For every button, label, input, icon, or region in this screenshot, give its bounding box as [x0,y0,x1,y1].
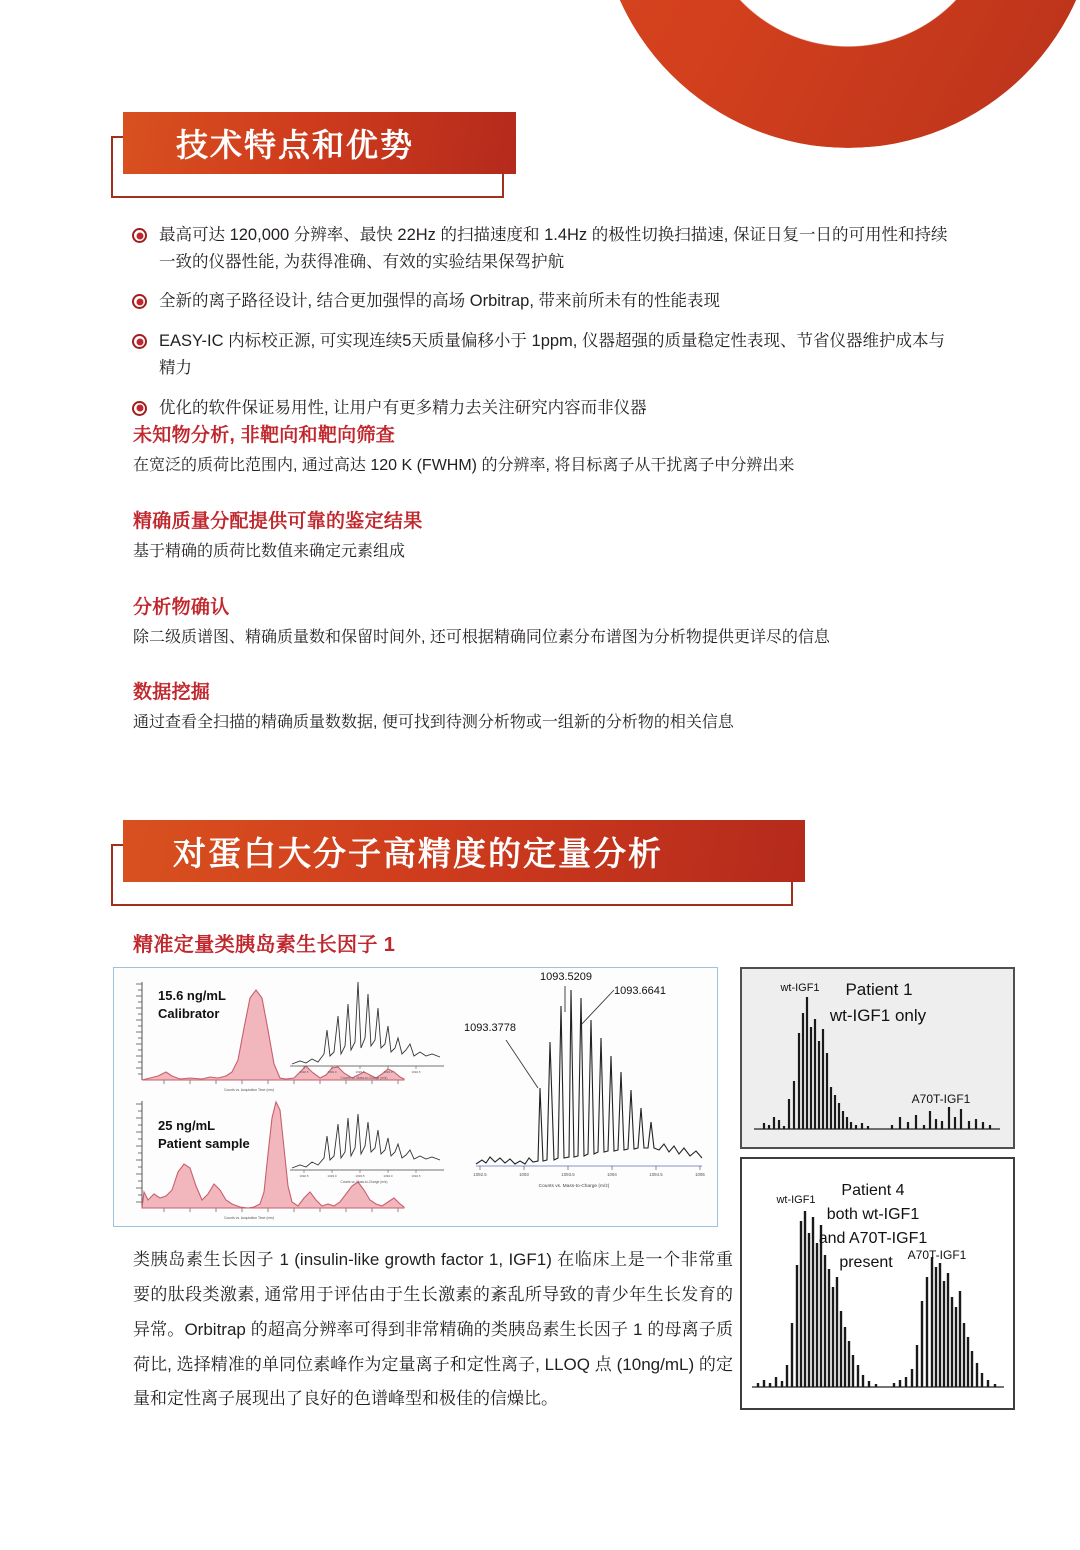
section-heading: 未知物分析, 非靶向和靶向筛查 [133,425,396,446]
envelope-tick-3: 1094 [607,1172,617,1177]
section-data-mining [133,677,973,736]
a70t-igf1-peak-label: A70T-IGF1 [911,1092,971,1106]
envelope-tick-5: 1095 [695,1172,705,1177]
banner-fill [123,112,516,174]
annotation-1093-5209: 1093.5209 [540,971,592,983]
figure-title: 精准定量类胰岛素生长因子 1 [133,934,396,956]
feature-sections [133,420,973,763]
section-body: 基于精确的质荷比数值来确定元素组成 [133,542,406,560]
calibrator-axis-caption: Counts vs. Acquisition Time (min) [223,1088,275,1092]
svg-text:1094.5: 1094.5 [411,1174,421,1178]
feature-bullet-list [132,222,962,434]
svg-text:1094.0: 1094.0 [383,1174,393,1178]
decorative-ring-graphic [598,0,1080,148]
patient4-title-line1: Patient 4 [841,1182,905,1199]
wt-igf1-peak-label: wt-IGF1 [780,982,820,994]
bullet-text: 最高可达 120,000 分辨率、最快 22Hz 的扫描速度和 1.4Hz 的极性切换扫描速, 保证日复一日的可用性和持续一致的仪器性能, 为获得准确、有效的实验结果保驾护航 [159,226,948,271]
a70t-igf1-peak-label: A70T-IGF1 [907,1248,967,1262]
banner-title-technology: 技术特点和优势 [176,127,415,163]
section-heading: 数据挖掘 [133,682,211,704]
list-item [132,395,962,422]
patient-inset-trace [292,1114,440,1168]
isotope-envelope-group [464,971,705,1189]
calibrator-inset-trace [292,982,440,1064]
envelope-tick-1: 1093 [519,1172,529,1177]
bullet-dot-icon [132,228,147,243]
section-unknown-analysis [133,420,973,479]
section-heading: 分析物确认 [133,596,230,618]
patient4-spectrum-svg [742,1159,1013,1408]
section-body: 通过查看全扫描的精确质量数数据, 便可找到待测分析物或一组新的分析物的相关信息 [133,714,734,732]
inset-axis-caption-top: Counts vs. Mass-to-Charge (m/z) [340,1076,388,1080]
banner-fill [123,820,805,882]
annotation-1093-3778: 1093.3778 [464,1022,516,1034]
patient-chromatogram-group [136,1101,404,1220]
chromatogram-panel [113,967,718,1227]
bullet-dot-icon [132,334,147,349]
bullet-text: 全新的离子路径设计, 结合更加强悍的高场 Orbitrap, 带来前所未有的性能表现 [159,292,721,311]
figure-description-paragraph: 类胰岛素生长因子 1 (insulin-like growth factor 1, IGF1) 在临床上是一个非常重要的肽段类激素, 通常用于评估由于生长激素的紊乱所导致的青少年生长发育的异常。Orbitrap 的超高分辨率可得到非常精确的类胰岛素生长因子 1 的母离子质荷比, 选择精准的单同位素峰作为定量离子和定性离子, LLOQ 点 (10ng/mL) 的定量和定性离子展现出了良好的色谱峰型和极佳的信燥比。 [133,1250,733,1409]
patient4-title-line3: and A70T-IGF1 [818,1230,928,1247]
envelope-tick-2: 1093.5 [561,1172,575,1177]
patient1-title-line2: wt-IGF1 only [829,1006,927,1025]
list-item [132,328,962,381]
list-item [132,288,962,315]
svg-text:1093.0: 1093.0 [327,1070,337,1074]
chromatogram-svg [114,968,716,1225]
patient-label-line2: Patient sample [158,1136,250,1151]
patient1-spectrum-panel [740,967,1015,1149]
patient4-title-line2: both wt-IGF1 [826,1206,920,1223]
svg-text:1092.5: 1092.5 [299,1070,309,1074]
calibrator-label-line1: 15.6 ng/mL [158,988,226,1003]
calibrator-label-line2: Calibrator [158,1006,220,1021]
svg-text:1093.5: 1093.5 [355,1070,365,1074]
patient4-title-line4: present [839,1254,893,1271]
envelope-axis-label: Counts vs. Mass-to-Charge (m/z) [538,1184,610,1189]
bullet-text: 优化的软件保证易用性, 让用户有更多精力去关注研究内容而非仪器 [159,398,647,417]
svg-text:1094.0: 1094.0 [383,1070,393,1074]
section-body: 除二级质谱图、精确质量数和保留时间外, 还可根据精确同位素分布谱图为分析物提供更详尽的信息 [133,628,830,646]
section-banner-protein [123,820,805,882]
leader-line-1093-3778 [506,1040,538,1088]
bullet-dot-icon [132,294,147,309]
envelope-tick-0: 1092.5 [473,1172,487,1177]
patient-inset-group [290,1114,444,1184]
svg-text:1094.5: 1094.5 [411,1070,421,1074]
patient4-spectrum-panel [740,1157,1015,1410]
calibrator-inset-group [290,982,444,1080]
inset-axis-caption-bottom: Counts vs. Mass-to-Charge (m/z) [340,1180,388,1184]
svg-text:1093.0: 1093.0 [327,1174,337,1178]
patient-axis-caption: Counts vs. Acquisition Time (min) [223,1216,275,1220]
section-analyte-confirmation [133,592,973,651]
bullet-dot-icon [132,401,147,416]
patient-label-line1: 25 ng/mL [158,1118,216,1133]
bullet-text: EASY-IC 内标校正源, 可实现连续5天质量偏移小于 1ppm, 仪器超强的质量稳定性表现、节省仪器维护成本与精力 [159,332,945,377]
section-body: 在宽泛的质荷比范围内, 通过高达 120 K (FWHM) 的分辨率, 将目标离子从干扰离子中分辨出来 [133,457,795,474]
envelope-tick-4: 1094.5 [649,1172,663,1177]
section-heading: 精确质量分配提供可靠的鉴定结果 [133,510,423,532]
svg-text:1092.5: 1092.5 [299,1174,309,1178]
annotation-1093-6641: 1093.6641 [614,985,666,997]
banner-title-protein: 对蛋白大分子高精度的定量分析 [173,834,663,872]
svg-text:1093.5: 1093.5 [355,1174,365,1178]
calibrator-trace [142,990,404,1080]
list-item [132,222,962,275]
section-banner-technology [123,112,516,174]
leader-line-1093-6641 [580,990,614,1026]
section-accurate-mass [133,506,973,565]
wt-igf1-peak-label: wt-IGF1 [776,1194,816,1206]
patient1-spectrum-svg [742,969,1013,1147]
patient1-title-line1: Patient 1 [845,980,913,999]
